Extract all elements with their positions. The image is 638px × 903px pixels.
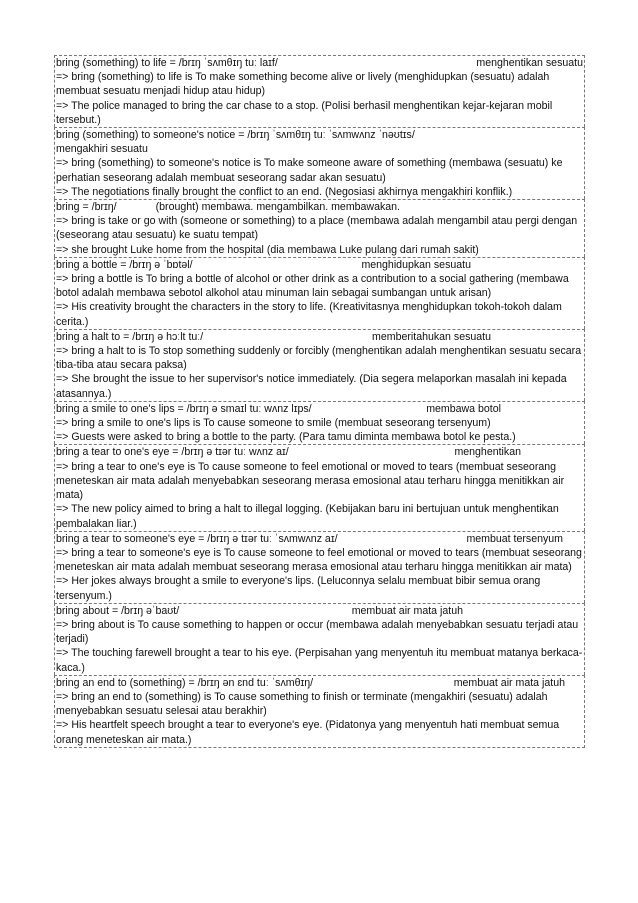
entry-header <box>56 676 583 690</box>
term-translation: membuat air mata jatuh <box>453 676 565 689</box>
entry-header <box>56 445 583 459</box>
term-example: => The touching farewell brought a tear to his eye. (Perpisahan yang menyentuh itu membuat matanya berkaca-kaca.) <box>56 647 583 674</box>
term-pronunciation: bring (something) to someone's notice = /brɪŋ ˈsʌmθɪŋ tuː ˈsʌmwʌnz ˈnəʊtɪs/ <box>56 129 415 142</box>
entry-header <box>56 330 583 344</box>
term-translation: memberitahukan sesuatu <box>372 330 491 343</box>
vocab-entry <box>54 444 585 530</box>
term-example: => The new policy aimed to bring a halt to illegal logging. (Kebijakan baru ini bertujuan untuk menghentikan pembalakan liar.) <box>56 503 559 530</box>
vocab-entry <box>54 127 585 199</box>
term-translation: membawa botol <box>426 402 501 415</box>
vocabulary-list <box>54 55 585 748</box>
term-translation: membuat tersenyum <box>466 532 563 545</box>
vocab-entry <box>54 675 585 748</box>
term-definition: => bring a tear to one's eye is To cause someone to feel emotional or moved to tears (membuat seseorang meneteskan air mata adalah menyebabkan seseorang merasa emosional atau terharu hingga menitikkan air mata) <box>56 460 565 502</box>
vocab-entry <box>54 603 585 675</box>
term-example: => The negotiations finally brought the conflict to an end. (Negosiasi akhirnya mengakhiri konflik.) <box>56 185 513 198</box>
vocab-entry <box>54 531 585 603</box>
term-definition: => bring a smile to one's lips is To cause someone to smile (membuat seseorang tersenyum) <box>56 417 491 430</box>
term-pronunciation: bring a smile to one's lips = /brɪŋ ə smaɪl tuː wʌnz lɪps/ <box>56 402 312 415</box>
term-definition: => bring (something) to someone's notice is To make someone aware of something (membawa (sesuatu) ke perhatian seseorang adalah membuat seseorang sadar akan sesuatu) <box>56 157 563 184</box>
term-definition: => bring a halt to is To stop something suddenly or forcibly (menghentikan adalah menghentikan sesuatu secara tiba-tiba atau secara paksa) <box>56 345 582 372</box>
term-pronunciation: bring a bottle = /brɪŋ ə ˈbɒtəl/ <box>56 258 193 271</box>
term-definition: => bring an end to (something) is To cause something to finish or terminate (mengakhiri (sesuatu) adalah menyebabkan sesuatu selesai atau berakhir) <box>56 690 548 718</box>
vocab-entry <box>54 199 585 257</box>
term-definition: => bring a tear to someone's eye is To cause someone to feel emotional or moved to tears (membuat seseorang meneteskan air mata adalah membuat seseorang merasa emosional atau terharu hingga menitikkan air mata) <box>56 546 582 574</box>
term-example: => The police managed to bring the car chase to a stop. (Polisi berhasil menghentikan kejar-kejaran mobil tersebut.) <box>56 99 553 126</box>
vocab-entry <box>54 329 585 401</box>
term-example: => Her jokes always brought a smile to everyone's lips. (Leluconnya selalu membuat bibir semua orang tersenyum.) <box>56 575 541 602</box>
entry-header <box>56 532 583 546</box>
term-example: => His creativity brought the characters in the story to life. (Kreativitasnya menghidupkan tokoh-tokoh dalam cerita.) <box>56 301 562 328</box>
term-translation: membuat air mata jatuh <box>351 604 463 617</box>
term-example: => His heartfelt speech brought a tear to everyone's eye. (Pidatonya yang menyentuh hati membuat semua orang meneteskan air mata.) <box>56 719 560 746</box>
entry-header <box>56 56 583 70</box>
entry-header <box>56 604 583 618</box>
term-pronunciation: bring a halt to = /brɪŋ ə hɔːlt tuː/ <box>56 330 204 343</box>
vocab-entry <box>54 55 585 127</box>
term-pronunciation: bring = /brɪŋ/ <box>56 201 117 214</box>
term-pronunciation: bring a tear to someone's eye = /brɪŋ ə tɪər tuː ˈsʌmwʌnz aɪ/ <box>56 532 338 545</box>
term-definition: => bring is take or go with (someone or something) to a place (membawa adalah mengambil atau pergi dengan (seseorang atau sesuatu) ke suatu tempat) <box>56 215 578 242</box>
entry-header <box>56 402 583 416</box>
vocab-entry <box>54 401 585 445</box>
term-translation: mengakhiri sesuatu <box>56 143 148 156</box>
entry-header <box>56 200 583 214</box>
term-definition: => bring (something) to life is To make something become alive or lively (menghidupkan (sesuatu) adalah membuat sesuatu menjadi hidup atau hidup) <box>56 71 550 98</box>
term-pronunciation: bring an end to (something) = /brɪŋ ən ɛnd tuː ˈsʌmθɪŋ/ <box>56 676 314 689</box>
term-pronunciation: bring about = /brɪŋ əˈbaʊt/ <box>56 604 180 617</box>
term-translation: menghidupkan sesuatu <box>361 258 471 271</box>
entry-header <box>56 258 583 272</box>
term-pronunciation: bring (something) to life = /brɪŋ ˈsʌmθɪŋ tuː laɪf/ <box>56 57 278 69</box>
term-example: => she brought Luke home from the hospital (dia membawa Luke pulang dari rumah sakit) <box>56 243 479 256</box>
term-translation: (brought) membawa. mengambilkan. membawakan. <box>155 201 400 214</box>
term-example: => She brought the issue to her supervisor's notice immediately. (Dia segera melaporkan masalah ini kepada atasannya.) <box>56 373 567 400</box>
term-definition: => bring a bottle is To bring a bottle of alcohol or other drink as a contribution to a social gathering (membawa botol adalah membawa sebotol alkohol atau minuman lain sebagai sumbangan untuk arisan) <box>56 273 569 300</box>
term-definition: => bring about is To cause something to happen or occur (membawa adalah menyebabkan sesuatu terjadi atau terjadi) <box>56 618 579 646</box>
vocab-entry <box>54 257 585 329</box>
term-pronunciation: bring a tear to one's eye = /brɪŋ ə tɪər tuː wʌnz aɪ/ <box>56 446 289 459</box>
term-example: => Guests were asked to bring a bottle to the party. (Para tamu diminta membawa botol ke pesta.) <box>56 431 516 444</box>
term-translation: menghentikan <box>454 446 521 459</box>
term-translation: menghentikan sesuatu <box>476 57 583 69</box>
